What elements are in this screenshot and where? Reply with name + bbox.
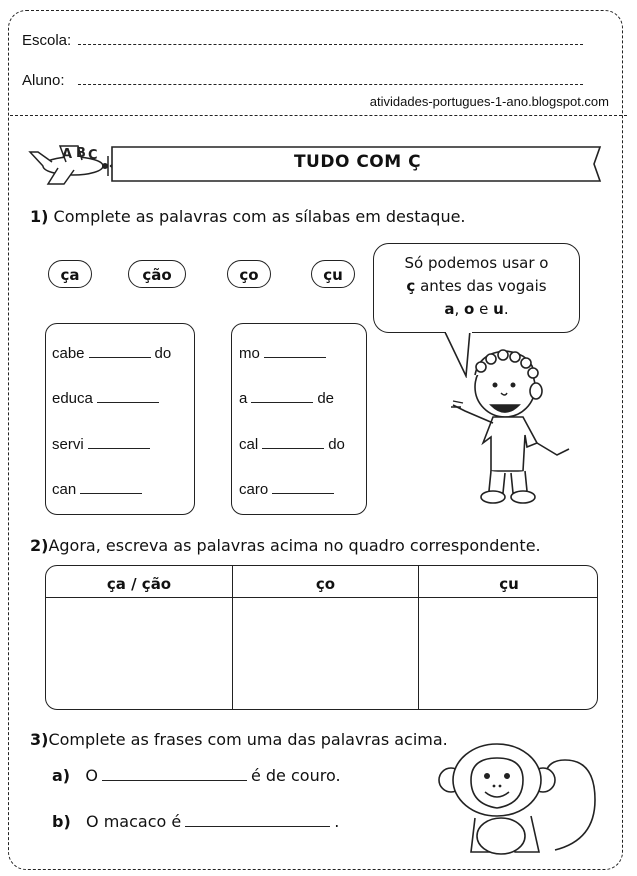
column-ca-cao[interactable] bbox=[46, 566, 233, 709]
sentence-b-label: b) bbox=[52, 812, 71, 831]
word-cal-do: cal do bbox=[239, 436, 345, 453]
page-title: TUDO COM Ç bbox=[293, 152, 422, 172]
blank-field[interactable] bbox=[102, 779, 247, 781]
bubble-line-2: ç antes das vogais bbox=[406, 277, 547, 295]
table-header-divider bbox=[46, 597, 597, 598]
question-3 bbox=[30, 730, 448, 749]
syllable-cao: ção bbox=[128, 260, 186, 288]
question-2-text: Agora, escreva as palavras acima no quadro correspondente. bbox=[48, 536, 541, 555]
aluno-field[interactable] bbox=[78, 84, 583, 85]
blank-field[interactable] bbox=[89, 356, 151, 358]
escola-field[interactable] bbox=[78, 44, 583, 45]
word-mo: mo bbox=[239, 345, 330, 362]
column-header: ça / ção bbox=[106, 575, 172, 593]
site-url: atividades-portugues-1-ano.blogspot.com bbox=[369, 94, 609, 109]
word-servi: servi bbox=[52, 436, 154, 453]
word-a-de: a de bbox=[239, 390, 335, 407]
question-1-text: Complete as palavras com as sílabas em destaque. bbox=[53, 207, 466, 226]
sentence-b: b) O macaco é . bbox=[52, 812, 340, 831]
word-cabe: cabe do bbox=[52, 345, 172, 362]
svg-text:A: A bbox=[62, 147, 73, 162]
word-educa: educa bbox=[52, 390, 163, 407]
question-3-number: 3) bbox=[30, 730, 49, 749]
syllable-ca: ça bbox=[48, 260, 92, 288]
syllable-cu: çu bbox=[311, 260, 355, 288]
blank-field[interactable] bbox=[251, 401, 313, 403]
bubble-line-3: a, o e u. bbox=[444, 300, 509, 318]
header-separator bbox=[10, 115, 627, 116]
aluno-label: Aluno: bbox=[22, 72, 65, 89]
question-1 bbox=[30, 207, 466, 226]
blank-field[interactable] bbox=[80, 492, 142, 494]
speech-bubble-text bbox=[373, 252, 580, 321]
sentence-a-label: a) bbox=[52, 766, 71, 785]
word-caro: caro bbox=[239, 481, 338, 498]
airplane-illustration bbox=[18, 128, 118, 190]
blank-field[interactable] bbox=[264, 356, 326, 358]
blank-field[interactable] bbox=[262, 447, 324, 449]
blank-field[interactable] bbox=[88, 447, 150, 449]
word-can: can bbox=[52, 481, 146, 498]
blank-field[interactable] bbox=[272, 492, 334, 494]
blank-field[interactable] bbox=[185, 825, 330, 827]
svg-text:C: C bbox=[88, 148, 98, 163]
boy-illustration bbox=[445, 345, 585, 515]
svg-text:B: B bbox=[76, 146, 86, 161]
blank-field[interactable] bbox=[97, 401, 159, 403]
column-header: ço bbox=[315, 575, 336, 593]
question-2 bbox=[30, 536, 541, 555]
column-cu[interactable] bbox=[419, 566, 598, 709]
column-co[interactable] bbox=[233, 566, 419, 709]
question-2-number: 2) bbox=[30, 536, 49, 555]
sentence-a: a) O é de couro. bbox=[52, 766, 341, 785]
answer-table bbox=[45, 565, 598, 710]
bubble-line-1: Só podemos usar o bbox=[404, 254, 549, 272]
escola-label: Escola: bbox=[22, 32, 72, 49]
monkey-illustration bbox=[435, 740, 615, 865]
question-1-number: 1) bbox=[30, 207, 49, 226]
column-header: çu bbox=[499, 575, 519, 593]
bubble-tail-mask bbox=[445, 330, 475, 334]
question-3-text: Complete as frases com uma das palavras acima. bbox=[48, 730, 448, 749]
syllable-co: ço bbox=[227, 260, 271, 288]
